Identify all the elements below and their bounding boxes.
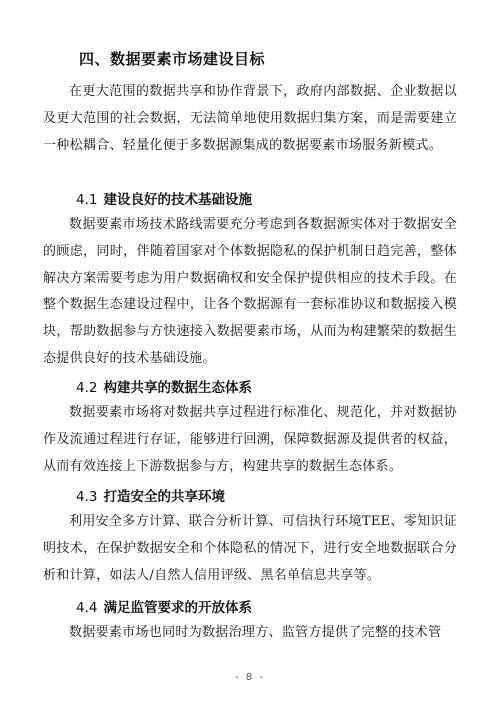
subsection-heading-4-4 <box>76 596 252 616</box>
subsection-number: 4.3 <box>76 489 98 505</box>
subsection-title: 构建共享的数据生态体系 <box>103 380 252 396</box>
subsection-heading-4-1 <box>76 188 252 208</box>
subsection-number: 4.4 <box>76 600 98 616</box>
page-number: - 8 - <box>235 672 265 683</box>
subsection-title: 建设良好的技术基础设施 <box>103 192 252 208</box>
subsection-number: 4.1 <box>76 192 98 208</box>
subsection-title: 打造安全的共享环境 <box>103 489 225 505</box>
subsection-body-4-3: 利用安全多方计算、联合分析计算、可信执行环境TEE、零知识证明技术，在保护数据安全和个体隐私的情况下，进行安全地数据联合分析和计算，如法人/自然人信用评级、黑名单信息共享等。 <box>43 514 457 583</box>
subsection-body-4-2: 数据要素市场将对数据共享过程进行标准化、规范化，并对数据协作及流通过程进行存证，能够进行回溯，保障数据源及提供者的权益，从而有效连接上下游数据参与方，构建共享的数据生态体系。 <box>43 405 457 474</box>
subsection-heading-4-2 <box>76 376 252 396</box>
section-intro-paragraph: 在更大范围的数据共享和协作背景下，政府内部数据、企业数据以及更大范围的社会数据，无法简单地使用数据归集方案，而是需要建立一种松耦合、轻量化便于多数据源集成的数据要素市场服务新模式。 <box>43 84 457 153</box>
section-title: 四、数据要素市场建设目标 <box>79 50 266 68</box>
subsection-body-4-1: 数据要素市场技术路线需要充分考虑到各数据源实体对于数据安全的顾虑，同时，伴随着国家对个体数据隐私的保护机制日趋完善，整体解决方案需要考虑为用户数据确权和安全保护提供相应的技术手段。在整个数据生态建设过程中，让各个数据源有一套标准协议和数据接入模块，帮助数据参与方快速接入数据要素市场，从而为构建繁荣的数据生态提供良好的技术基础设施。 <box>43 217 457 366</box>
subsection-number: 4.2 <box>76 380 98 396</box>
subsection-heading-4-3 <box>76 485 225 505</box>
subsection-title: 满足监管要求的开放体系 <box>103 600 252 616</box>
subsection-body-4-4: 数据要素市场也同时为数据治理方、监管方提供了完整的技术管 <box>69 625 442 640</box>
